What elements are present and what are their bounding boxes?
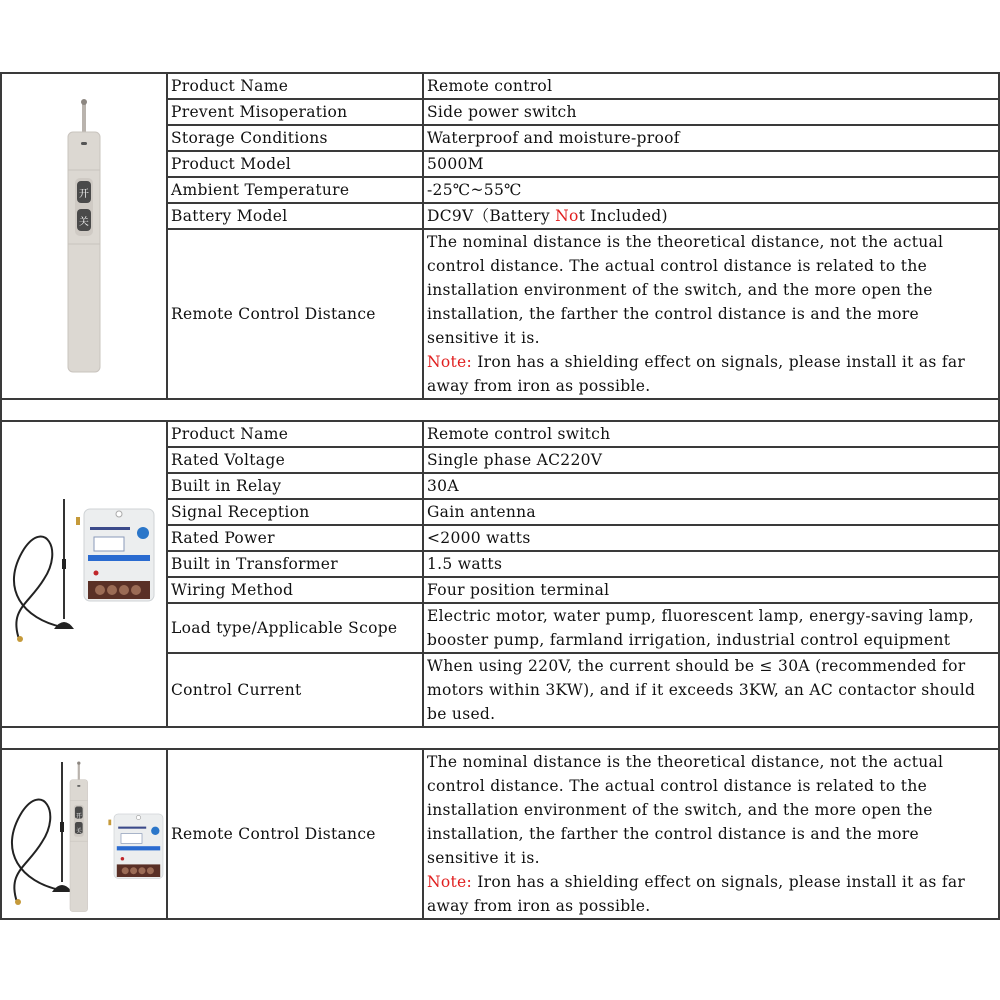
spec-label: Built in Transformer [167, 551, 423, 577]
spec-value [423, 229, 999, 399]
off-button-glyph: 关 [78, 217, 90, 228]
battery-suffix: t Included) [578, 207, 668, 225]
spacer-row [1, 727, 999, 749]
spec-label: Rated Voltage [167, 447, 423, 473]
remote-control-image [1, 73, 167, 399]
spec-value: 5000M [423, 151, 999, 177]
spec-label: Control Current [167, 653, 423, 727]
spacer-row [1, 399, 999, 421]
note-label: Note: [427, 353, 473, 371]
spec-label: Prevent Misoperation [167, 99, 423, 125]
table-row [1, 73, 999, 99]
spec-label: Signal Reception [167, 499, 423, 525]
receiver-switch-icon [4, 489, 164, 659]
spec-label: Load type/Applicable Scope [167, 603, 423, 653]
spacer-cell [1, 727, 999, 749]
kit-image [1, 749, 167, 919]
spec-label: Product Model [167, 151, 423, 177]
table-row [1, 421, 999, 447]
on-button-glyph: 开 [75, 812, 83, 820]
spec-label: Remote Control Distance [167, 229, 423, 399]
spec-label: Wiring Method [167, 577, 423, 603]
battery-prefix: DC9V（Battery [427, 207, 556, 225]
spec-label: Ambient Temperature [167, 177, 423, 203]
spacer-cell [1, 399, 999, 421]
remote-control-icon [64, 96, 104, 376]
spec-label: Product Name [167, 421, 423, 447]
on-button-glyph: 开 [78, 189, 90, 200]
spec-value [423, 203, 999, 229]
spec-value: When using 220V, the current should be ≤ 30A (recommended for motors within 3KW), and if it exceeds 3KW, an AC contactor should be used. [423, 653, 999, 727]
spec-label: Remote Control Distance [167, 749, 423, 919]
spec-value: 1.5 watts [423, 551, 999, 577]
spec-value: Remote control [423, 73, 999, 99]
kit-icon [2, 752, 166, 917]
spec-label: Product Name [167, 73, 423, 99]
spec-label: Battery Model [167, 203, 423, 229]
note-label: Note: [427, 873, 473, 891]
spec-value: Side power switch [423, 99, 999, 125]
spec-label: Built in Relay [167, 473, 423, 499]
spec-value: Electric motor, water pump, fluorescent lamp, energy-saving lamp, booster pump, farmland irrigation, industrial control equipment [423, 603, 999, 653]
spec-value: <2000 watts [423, 525, 999, 551]
spec-value: Gain antenna [423, 499, 999, 525]
spec-value: 30A [423, 473, 999, 499]
off-button-glyph: 关 [75, 827, 83, 835]
spec-table [0, 72, 1000, 920]
spec-label: Storage Conditions [167, 125, 423, 151]
table-row [1, 749, 999, 919]
note-text: Iron has a shielding effect on signals, please install it as far away from iron as possible. [427, 353, 966, 395]
spec-value [423, 749, 999, 919]
spec-value: Waterproof and moisture-proof [423, 125, 999, 151]
spec-value: Single phase AC220V [423, 447, 999, 473]
distance-text: The nominal distance is the theoretical distance, not the actual control distance. The actual control distance is related to the installation environment of the switch, and the more open the installation, the farther the control distance is and the more sensitive it is. [427, 233, 944, 347]
distance-text: The nominal distance is the theoretical distance, not the actual control distance. The actual control distance is related to the installation environment of the switch, and the more open the installation, the farther the control distance is and the more sensitive it is. [427, 753, 944, 867]
spec-value: -25℃~55℃ [423, 177, 999, 203]
spec-label: Rated Power [167, 525, 423, 551]
spec-value: Remote control switch [423, 421, 999, 447]
battery-highlight: No [555, 207, 579, 225]
spec-value: Four position terminal [423, 577, 999, 603]
receiver-switch-image [1, 421, 167, 727]
note-text: Iron has a shielding effect on signals, please install it as far away from iron as possible. [427, 873, 966, 915]
